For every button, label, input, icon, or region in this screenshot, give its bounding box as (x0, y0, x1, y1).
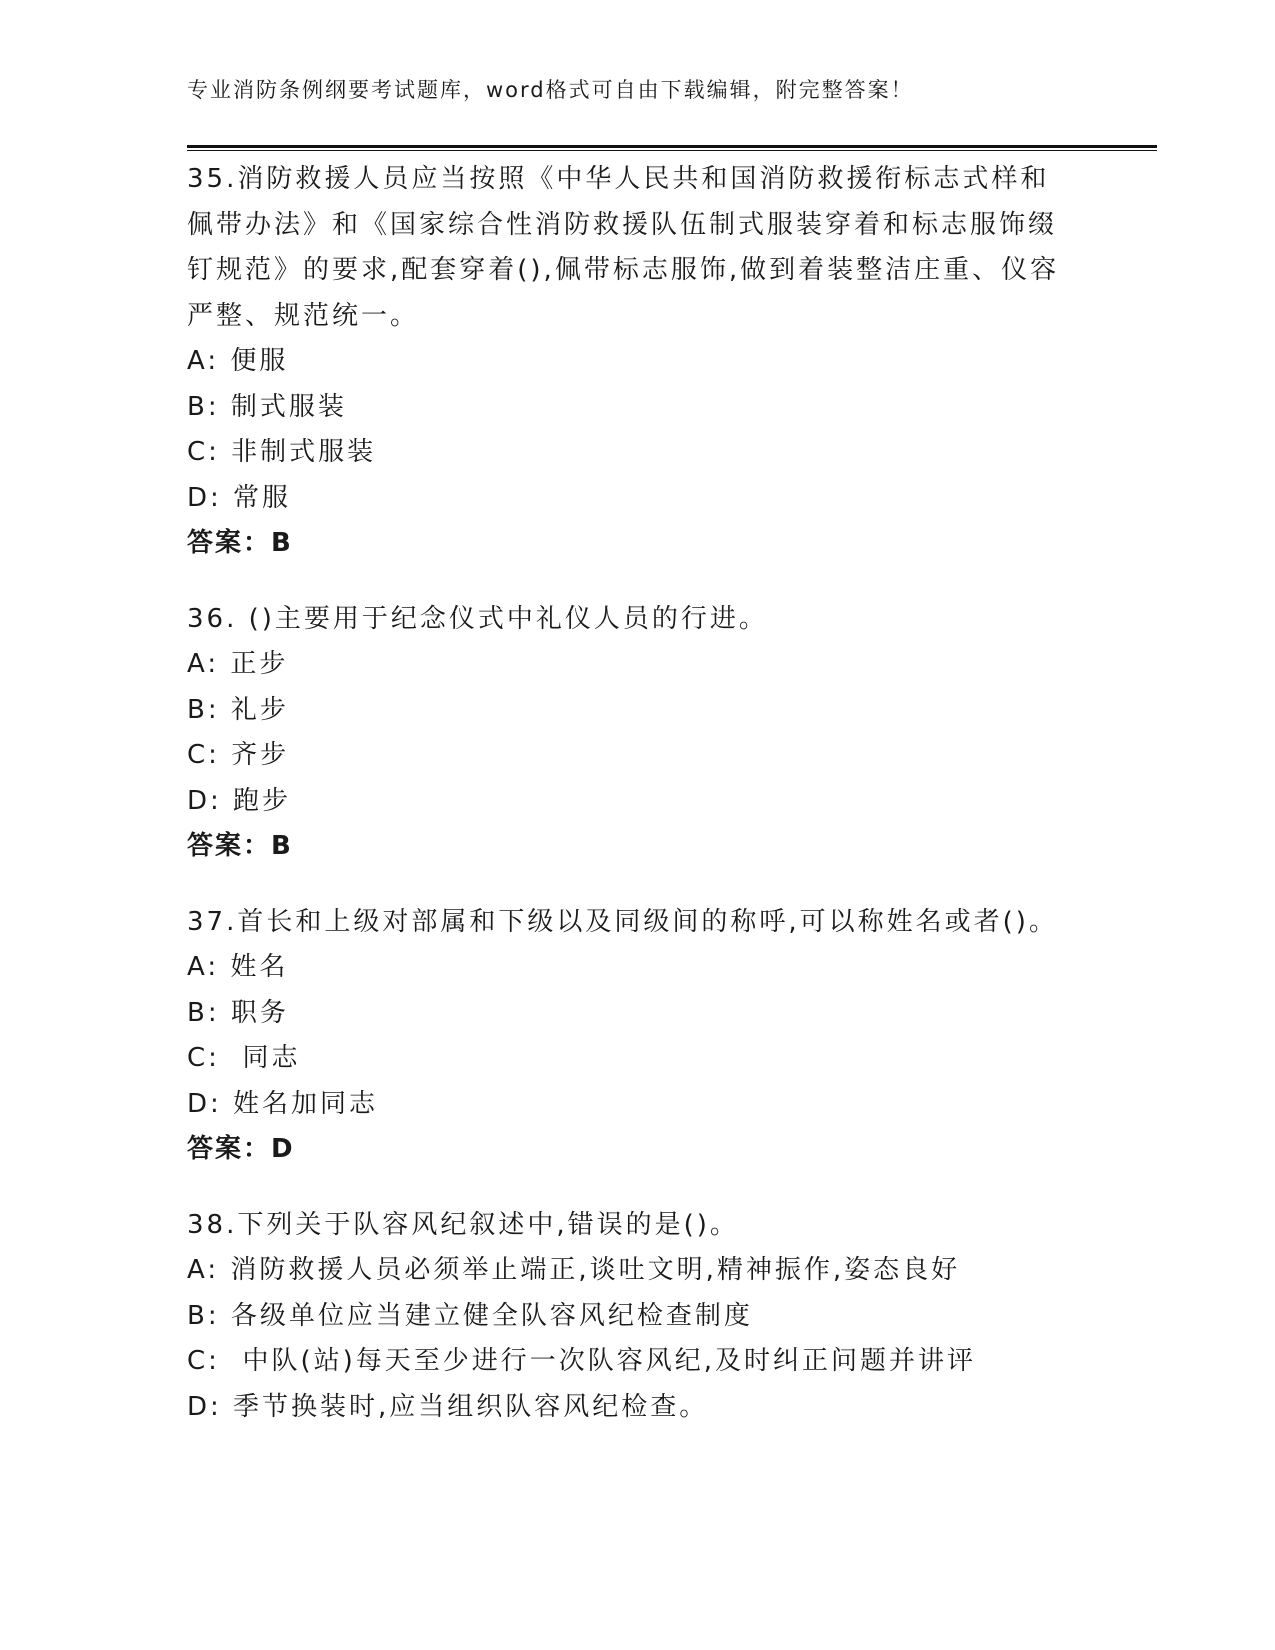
header-divider-thick (187, 145, 1157, 148)
answer-label: 答案：D (187, 1134, 295, 1164)
option-a: A: 便服 (187, 346, 289, 376)
option-c: C: 齐步 (187, 740, 290, 770)
question-36 (187, 597, 1157, 870)
question-37 (187, 900, 1157, 1173)
page-header: 专业消防条例纲要考试题库，word格式可自由下载编辑，附完整答案！ (187, 78, 914, 102)
option-b: B: 各级单位应当建立健全队容风纪检查制度 (187, 1300, 753, 1331)
answer-label: 答案：B (187, 528, 293, 558)
option-b: B: 职务 (187, 997, 289, 1028)
question-35 (187, 157, 1157, 567)
option-c: C: 中队(站)每天至少进行一次队容风纪,及时纠正问题并讲评 (187, 1346, 976, 1376)
option-d: D: 常服 (187, 482, 292, 513)
option-d: D: 跑步 (187, 785, 292, 816)
question-list (187, 157, 1157, 1460)
option-b: B: 制式服装 (187, 391, 347, 422)
answer-label: 答案：B (187, 831, 293, 861)
option-c: C: 非制式服装 (187, 437, 377, 467)
option-d: D: 姓名加同志 (187, 1088, 379, 1119)
question-text-line: 钉规范》的要求,配套穿着(),佩带标志服饰,做到着装整洁庄重、仪容 (187, 255, 1060, 285)
option-a: A: 姓名 (187, 952, 289, 982)
option-c: C: 同志 (187, 1043, 301, 1073)
option-b: B: 礼步 (187, 694, 289, 725)
question-text-line: 38.下列关于队容风纪叙述中,错误的是()。 (187, 1209, 739, 1240)
option-a: A: 消防救援人员必须举止端正,谈吐文明,精神振作,姿态良好 (187, 1255, 961, 1285)
option-a: A: 正步 (187, 649, 289, 679)
question-38 (187, 1203, 1157, 1431)
question-text-line: 佩带办法》和《国家综合性消防救援队伍制式服装穿着和标志服饰缀 (187, 209, 1058, 240)
question-text-line: 35.消防救援人员应当按照《中华人民共和国消防救援衔标志式样和 (187, 164, 1050, 194)
header-divider-thin (187, 150, 1157, 151)
question-text-line: 严整、规范统一。 (187, 300, 420, 331)
question-text-line: 36. ()主要用于纪念仪式中礼仪人员的行进。 (187, 603, 768, 634)
question-text-line: 37.首长和上级对部属和下级以及同级间的称呼,可以称姓名或者()。 (187, 906, 1058, 937)
option-d: D: 季节换装时,应当组织队容风纪检查。 (187, 1391, 709, 1422)
